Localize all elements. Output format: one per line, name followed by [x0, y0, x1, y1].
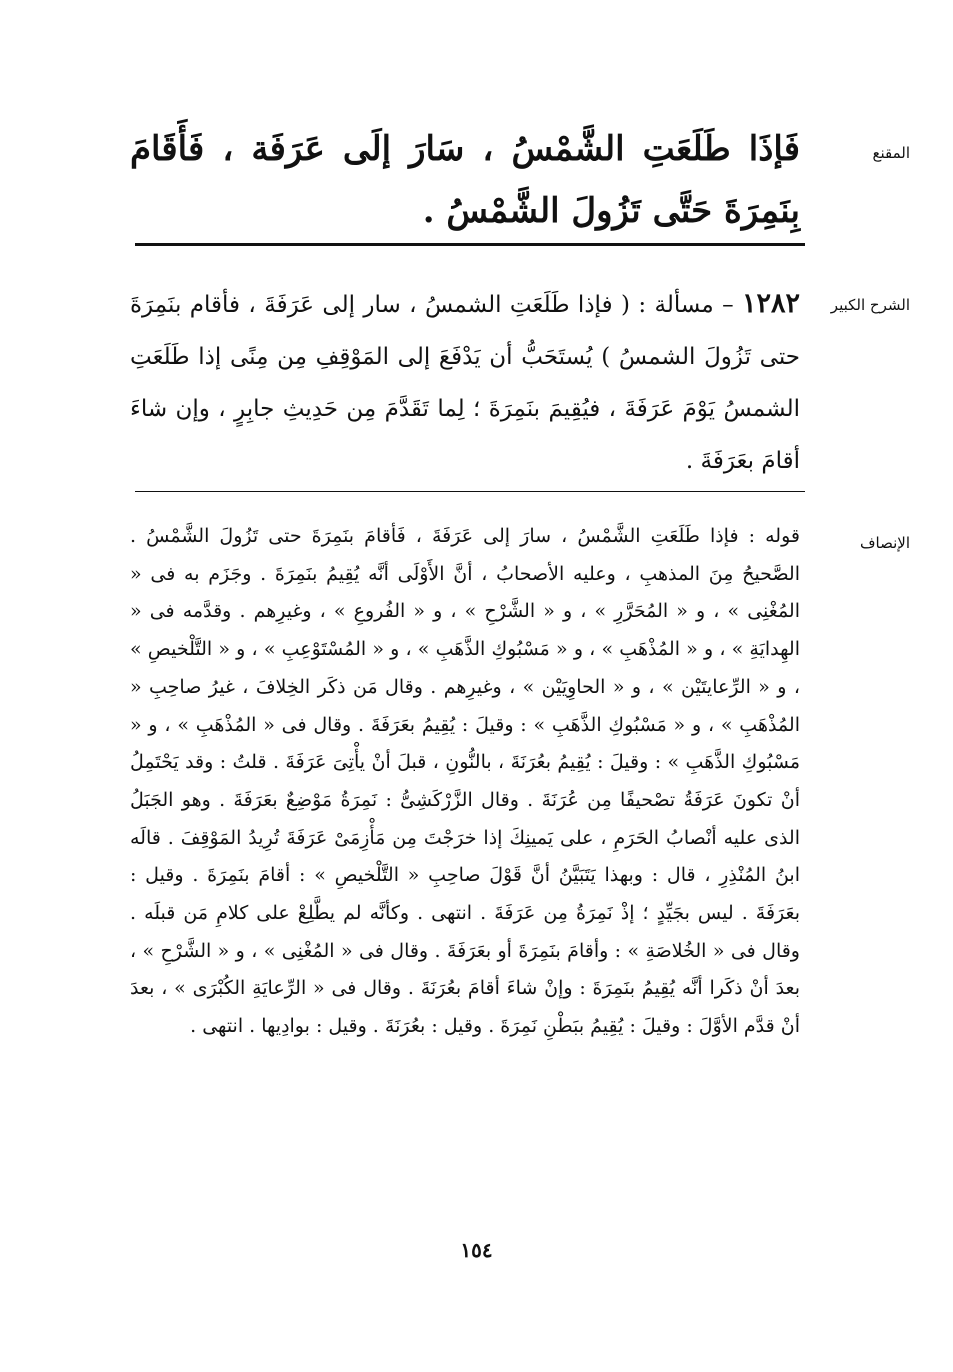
insaf-label: الإنصاف — [859, 534, 910, 552]
insaf-text: قوله : فإذا طَلَعَتِ الشَّمْسُ ، سارَ إلى عَرَفَةَ ، فَأقامَ بنَمِرَةَ حتى تَزُولَ الشَّمْسُ . الصَّحيحُ مِنَ المذهبِ ، وعليه الأصحابُ ، أنَّ الأَوْلَى أنَّه يُقِيمُ بنَمِرَةَ . وجَزَم به فى « المُغْنِى » ، و « المُحَرَّرِ » ، و « الشَّرْحِ » ، و « الفُروعِ » ، وغيرِهم . وقدَّمه فى « الهِدايَةِ » ، و « المُذْهَبِ » ، و « مَسْبُوكِ الذَّهَبِ » ، و « المُسْتَوْعِبِ » ، و « التَّلْخيصِ » ، و « الرِّعايتَيْن » ، و « الحاوِيَيْن » ، وغيرِهم . وقال مَن ذكَر الخِلافَ ، غيرُ صاحِبِ « المُذْهَبِ » ، و « مَسْبُوكِ الذَّهَبِ » : وقيلَ : يُقِيمُ بعَرَفَةَ . وقال فى « المُذْهَبِ » ، و « مَسْبُوكِ الذَّهَبِ » : وقيلَ : يُقِيمُ بعُرَنَةَ ، بالنُّونِ ، قبلَ أنْ يأْتِىَ عَرَفَةَ . قلتُ : وقد يَحْتَمِلُ أنْ تكونَ عَرَفَةُ تصْحيفًا مِن عُرَنَةَ . وقال الزَّرْكَشِىُّ : نَمِرَةُ مَوْضِعٌ بعَرَفَةَ . وهو الجَبَلُ الذى عليه أنْصابُ الحَرَمِ ، على يَمينِكَ إذا خرَجْتَ مِن مَأْزِمَىْ عَرَفَةَ تُرِيدُ المَوْقِفَ . قالَه ابنُ المُنْذِرِ ، قال : وبهذا يَتَبَيَّنُ أنَّ قَوْلَ صاحِبِ « التَّلْخيصِ » : أقامَ بنَمِرَةَ . وقيل : بعَرَفَةَ . ليس بجَيِّدٍ ؛ إذْ نَمِرَةُ مِن عَرَفَةَ . انتهى . وكأنَّه لم يطَّلِعْ على كلامِ مَن قبلَه . وقال فى « الخُلاصَةِ » : وأقامَ بنَمِرَةَ أو بعَرَفَةَ . وقال فى « المُغْنِى » ، و « الشَّرْحِ » ، بعدَ أنْ ذكَرا أنَّه يُقِيمُ بنَمِرَةَ : وإنْ شاءَ أقامَ بعُرَنَةَ . وقال فى « الرِّعايَةِ الكُبْرَى » ، بعدَ أنْ قدَّم الأوَّلَ : وقيلَ : يُقِيمُ ببَطْنِ نَمِرَةَ . وقيل : بعُرَنَةَ . وقيل : بوادِيها . انتهى . — [130, 525, 800, 1038]
muqni-text: فَإذَا طَلَعَتِ الشَّمْسُ ، سَارَ إلَى عَرَفَة ، فَأَقَامَ بِنَمِرَةَ حَتَّى تَزُولَ الشَّمْسُ . — [130, 129, 800, 231]
sharh-text: – مسألة : ( فإذا طَلَعَتِ الشمسُ ، سار إلى عَرَفَةَ ، فأقام بنَمِرَةَ حتى تَزُولَ الشمسُ ) يُستَحَبُّ أن يَدْفَعَ إلى المَوْقِفِ مِن مِنًى إذا طَلَعَتِ الشمسُ يَوْمَ عَرَفَةَ ، فيُقِيمَ بنَمِرَةَ ؛ لِما تَقَدَّمَ مِن حَدِيثِ جابِرٍ ، وإن شاءَ أقامَ بعَرَفَةَ . — [130, 292, 800, 474]
muqni-section — [120, 118, 910, 238]
insaf-body — [130, 518, 800, 1046]
sharh-body — [130, 278, 800, 487]
insaf-section — [120, 518, 910, 1198]
muqni-label: المقنع — [872, 144, 910, 162]
sharh-section — [120, 278, 910, 478]
section-divider-thick — [135, 243, 805, 246]
section-divider-thin — [135, 491, 805, 492]
issue-number: ١٢٨٢ — [741, 288, 800, 319]
page-number: ١٥٤ — [460, 1238, 493, 1262]
sharh-label: الشرح الكبير — [830, 296, 910, 314]
